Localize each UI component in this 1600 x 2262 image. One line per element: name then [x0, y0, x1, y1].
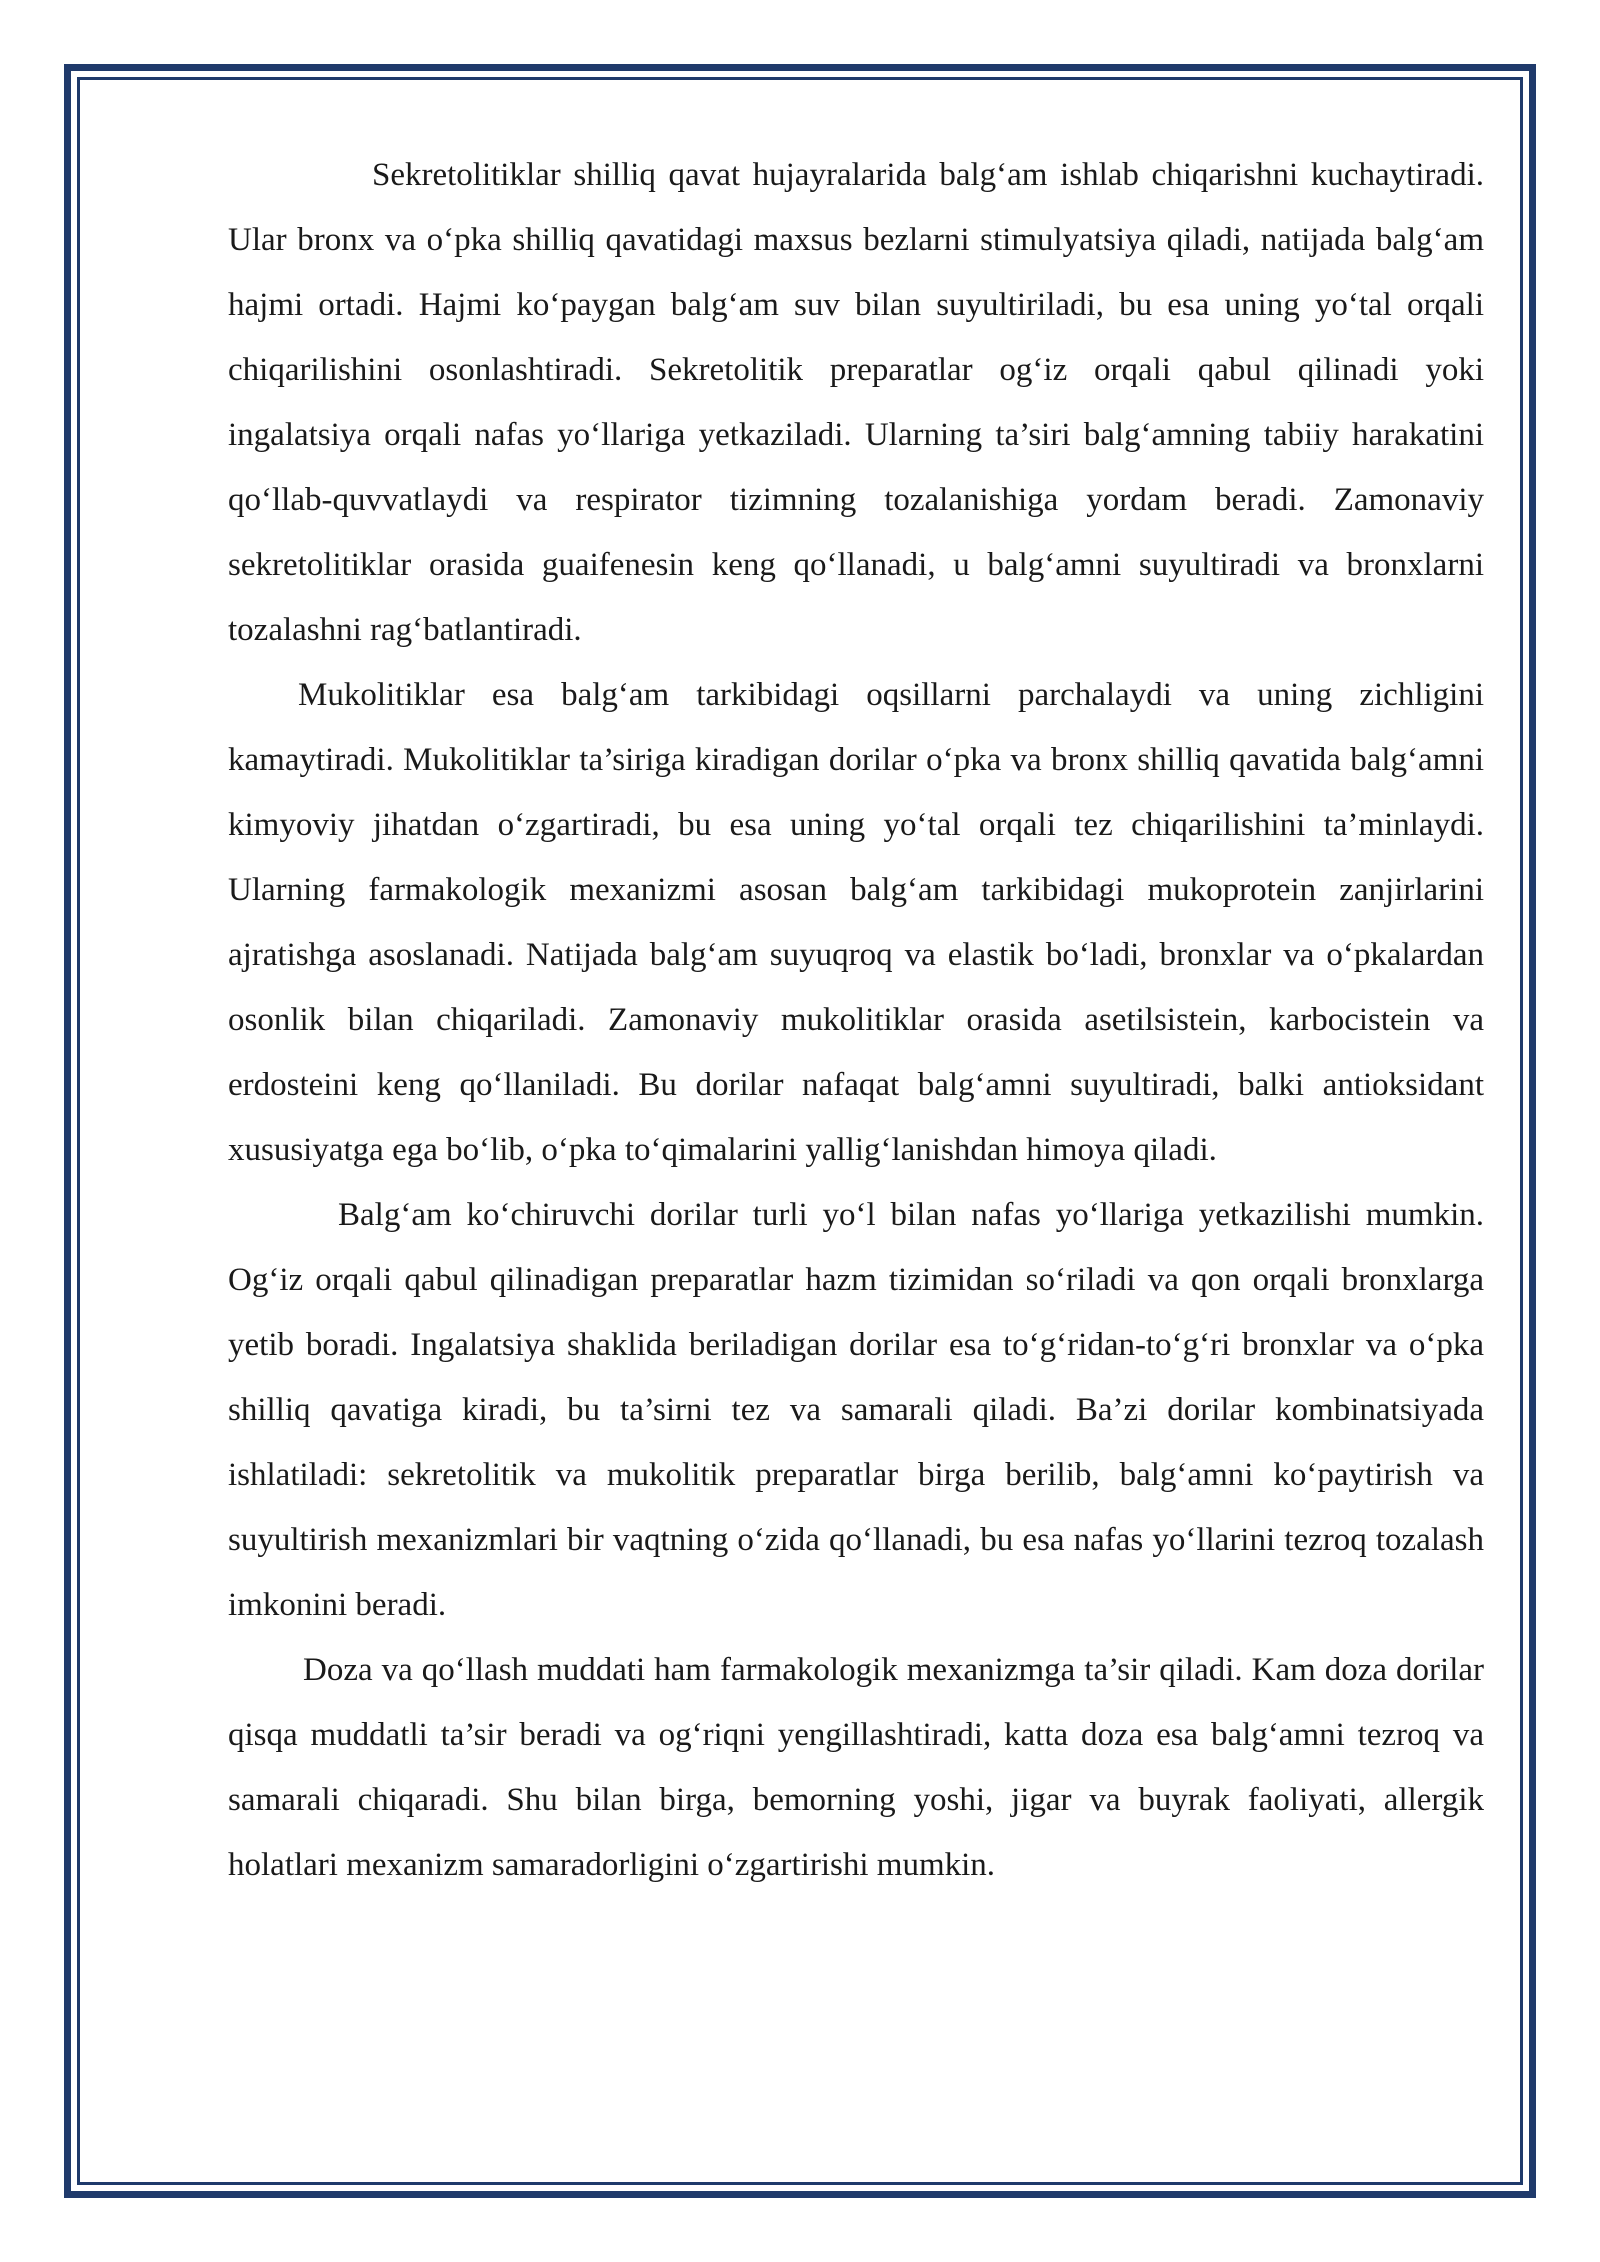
paragraph-dosage: Doza va qo‘llash muddati ham farmakologik mexanizmga ta’sir qiladi. Kam doza dorilar qisqa muddatli ta’sir beradi va og‘riqni yengillashtiradi, katta doza esa balg‘amni tezroq va samarali chiqaradi. Shu bilan birga, bemorning yoshi, jigar va buyrak faoliyati, allergik holatlari mexanizm samaradorligini o‘zgartirishi mumkin. [228, 1652, 1484, 1883]
paragraph-mucolytics: Mukolitiklar esa balg‘am tarkibidagi oqsillarni parchalaydi va uning zichligini kamaytiradi. Mukolitiklar ta’siriga kiradigan dorilar o‘pka va bronx shilliq qavatida balg‘amni kimyoviy jihatdan o‘zgartiradi, bu esa uning yo‘tal orqali tez chiqarilishini ta’minlaydi. Ularning farmakologik mexanizmi asosan balg‘am tarkibidagi mukoprotein zanjirlarini ajratishga asoslanadi. Natijada balg‘am suyuqroq va elastik bo‘ladi, bronxlar va o‘pkalardan osonlik bilan chiqariladi. Zamonaviy mukolitiklar orasida asetilsistein, karbocistein va erdosteini keng qo‘llaniladi. Bu dorilar nafaqat balg‘amni suyultiradi, balki antioksidant xususiyatga ega bo‘lib, o‘pka to‘qimalarini yallig‘lanishdan himoya qiladi. [228, 677, 1484, 1168]
paragraph-secretolytics: Sekretolitiklar shilliq qavat hujayralarida balg‘am ishlab chiqarishni kuchaytiradi. Ular bronx va o‘pka shilliq qavatidagi maxsus bezlarni stimulyatsiya qiladi, natijada balg‘am hajmi ortadi. Hajmi ko‘paygan balg‘am suv bilan suyultiriladi, bu esa uning yo‘tal orqali chiqarilishini osonlashtiradi. Sekretolitik preparatlar og‘iz orqali qabul qilinadi yoki ingalatsiya orqali nafas yo‘llariga yetkaziladi. Ularning ta’siri balg‘amning tabiiy harakatini qo‘llab-quvvatlaydi va respirator tizimning tozalanishiga yordam beradi. Zamonaviy sekretolitiklar orasida guaifenesin keng qo‘llanadi, u balg‘amni suyultiradi va bronxlarni tozalashni rag‘batlantiradi. [228, 157, 1484, 648]
paragraph-delivery-routes: Balg‘am ko‘chiruvchi dorilar turli yo‘l bilan nafas yo‘llariga yetkazilishi mumkin. Og‘iz orqali qabul qilinadigan preparatlar hazm tizimidan so‘riladi va qon orqali bronxlarga yetib boradi. Ingalatsiya shaklida beriladigan dorilar esa to‘g‘ridan-to‘g‘ri bronxlar va o‘pka shilliq qavatiga kiradi, bu ta’sirni tez va samarali qiladi. Ba’zi dorilar kombinatsiyada ishlatiladi: sekretolitik va mukolitik preparatlar birga berilib, balg‘amni ko‘paytirish va suyultirish mexanizmlari bir vaqtning o‘zida qo‘llanadi, bu esa nafas yo‘llarini tezroq tozalash imkonini beradi. [228, 1197, 1484, 1623]
document-body [228, 143, 1484, 1898]
